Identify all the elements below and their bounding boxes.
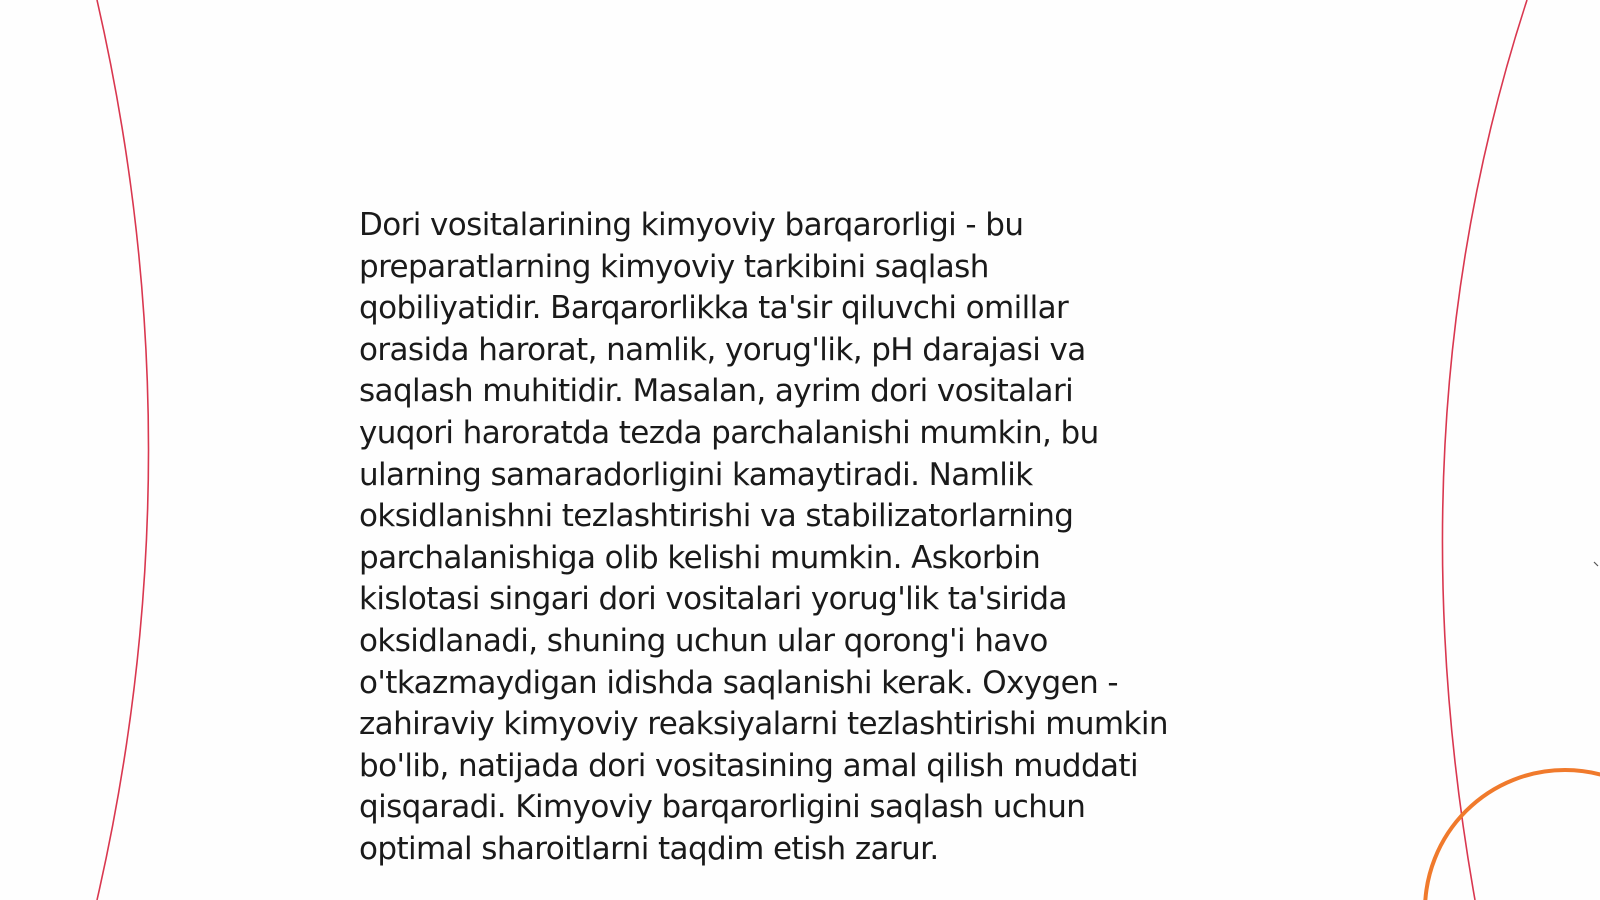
right-arc-line <box>1442 0 1527 900</box>
small-tick-mark <box>1594 562 1598 566</box>
left-arc-line <box>97 0 149 900</box>
body-paragraph: Dori vositalarining kimyoviy barqarorligi - bu preparatlarning kimyoviy tarkibini saqlash qobiliyatidir. Barqarorlikka ta'sir qiluvchi omillar orasida harorat, namlik, yorug'lik, pH darajasi va saqlash muhitidir. Masalan, ayrim dori vositalari yuqori haroratda tezda parchalanishi mumkin, bu ularning samaradorligini kamaytiradi. Namlik oksidlanishni tezlashtirishi va stabilizatorlarning parchalanishiga olib kelishi mumkin. Askorbin kislotasi singari dori vositalari yorug'lik ta'sirida oksidlanadi, shuning uchun ular qorong'i havo o'tkazmaydigan idishda saqlanishi kerak. Oxygen - zahiraviy kimyoviy reaksiyalarni tezlashtirishi mumkin bo'lib, natijada dori vositasining amal qilish muddati qisqaradi. Kimyoviy barqarorligini saqlash uchun optimal sharoitlarni taqdim etish zarur. <box>359 207 1168 867</box>
orange-corner-arc <box>1425 770 1600 900</box>
